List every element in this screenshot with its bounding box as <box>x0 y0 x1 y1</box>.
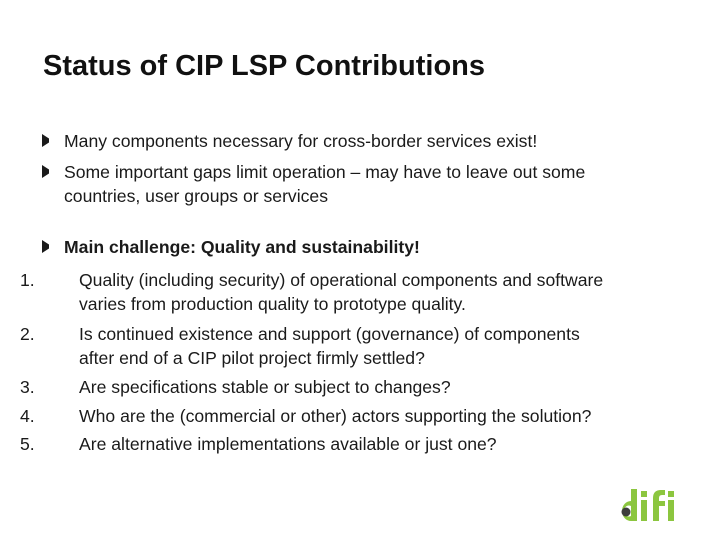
list-item-text-continuation: after end of a CIP pilot project firmly settled? <box>79 348 425 368</box>
list-item-text: Quality (including security) of operational components and software <box>79 270 604 290</box>
list-number: 3. <box>20 377 35 397</box>
bullet-text: Many components necessary for cross-border services exist! <box>64 131 538 151</box>
list-item-text: Are specifications stable or subject to changes? <box>79 377 451 397</box>
bullet-arrow-icon <box>42 165 49 178</box>
list-number: 2. <box>20 324 35 344</box>
list-item-text: Is continued existence and support (governance) of components <box>79 324 580 344</box>
bullet-text-heading: Main challenge: Quality and sustainability! <box>64 237 420 257</box>
list-number: 5. <box>20 434 35 454</box>
bullet-text-continuation: countries, user groups or services <box>64 186 329 206</box>
list-item-text: Who are the (commercial or other) actors supporting the solution? <box>79 406 592 426</box>
list-item-text-continuation: varies from production quality to prototype quality. <box>79 294 466 314</box>
bullet-arrow-icon <box>42 240 49 253</box>
difi-logo <box>617 487 687 527</box>
bullet-arrow-icon <box>42 134 49 147</box>
list-number: 1. <box>20 270 35 290</box>
list-number: 4. <box>20 406 35 426</box>
slide-title: Status of CIP LSP Contributions <box>43 50 485 82</box>
bullet-text: Some important gaps limit operation – may have to leave out some <box>64 162 586 182</box>
list-item-text: Are alternative implementations available or just one? <box>79 434 497 454</box>
